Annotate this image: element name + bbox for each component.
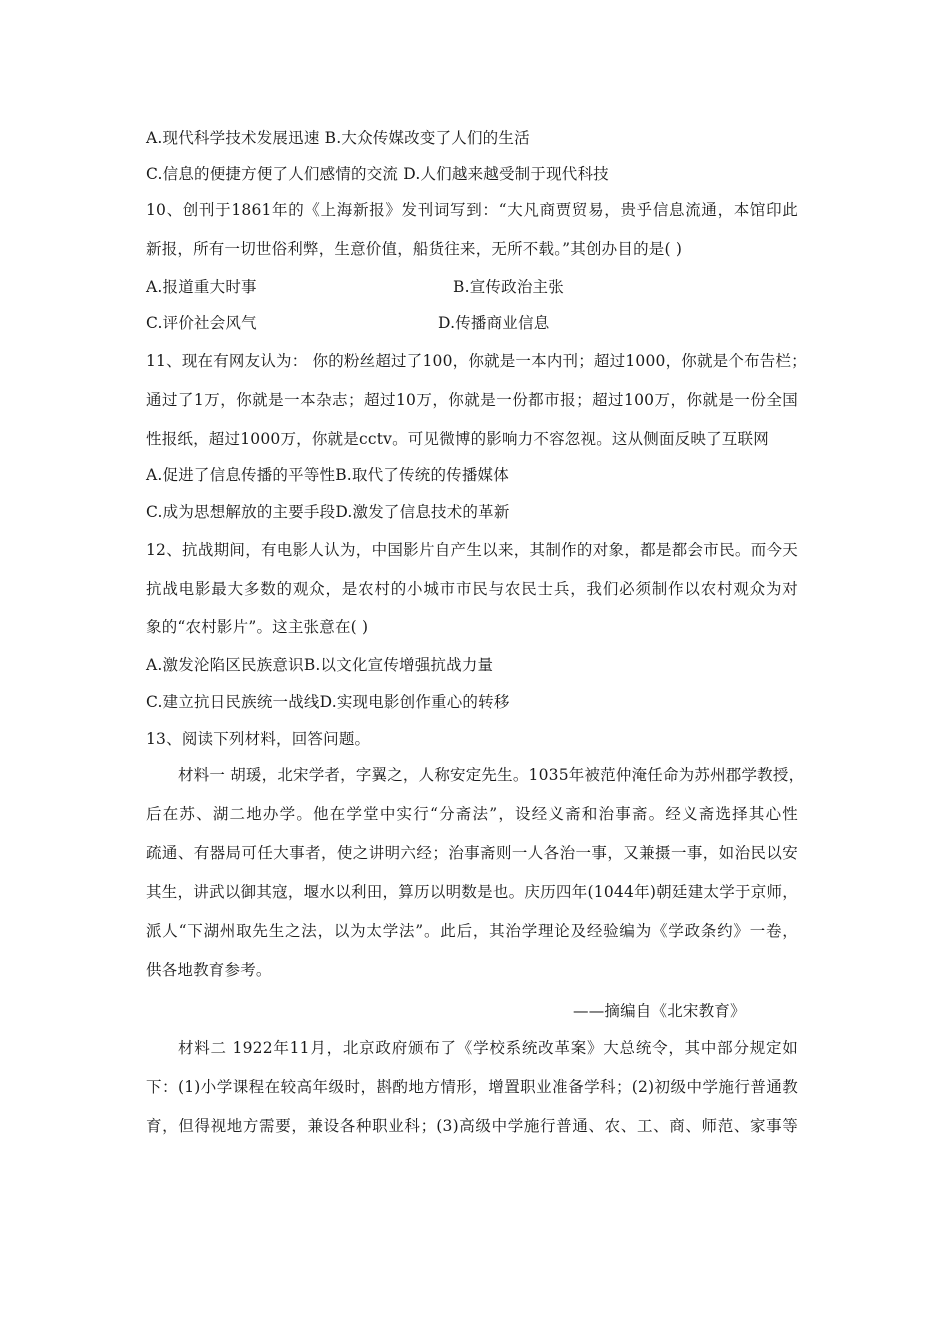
material-one-source: ——摘编自《北宋教育》 <box>573 1002 746 1020</box>
material-two-line-3: 育，但得视地方需要，兼设各种职业科；(3)高级中学施行普通、农、工、商、师范、家事等 <box>146 1117 798 1135</box>
q10-stem-line-2: 新报，所有一切世俗利弊，生意价值，船货往来，无所不载。”其创办目的是( ) <box>146 240 683 258</box>
q12-options-ab: A.激发沦陷区民族意识B.以文化宣传增强抗战力量 <box>146 656 494 674</box>
q10-option-d: D.传播商业信息 <box>438 314 550 332</box>
material-one-line-2: 后在苏、湖二地办学。他在学堂中实行“分斋法”，设经义斋和治事斋。经义斋选择其心性 <box>146 805 798 823</box>
material-one-line-1: 材料一 胡瑗，北宋学者，字翼之，人称安定先生。1035年被范仲淹任命为苏州郡学教授， <box>178 766 805 784</box>
q11-stem-line-2: 通过了1万，你就是一本杂志；超过10万，你就是一份都市报；超过100万，你就是一份全国 <box>146 391 798 409</box>
material-one-line-3: 疏通、有器局可任大事者，使之讲明六经；治事斋则一人各治一事，又兼摄一事，如治民以安 <box>146 844 798 862</box>
q11-stem-line-3: 性报纸，超过1000万，你就是cctv。可见微博的影响力不容忽视。这从侧面反映了互联网 <box>146 430 769 448</box>
q9-options-ab: A.现代科学技术发展迅速 B.大众传媒改变了人们的生活 <box>146 129 530 147</box>
q10-stem-line-1: 10、创刊于1861年的《上海新报》发刊词写到：“大凡商贾贸易，贵乎信息流通，本馆印此 <box>146 201 798 219</box>
q11-options-cd: C.成为思想解放的主要手段D.激发了信息技术的革新 <box>146 503 510 521</box>
q10-option-c: C.评价社会风气 <box>146 314 257 332</box>
q13-heading: 13、阅读下列材料，回答问题。 <box>146 730 371 748</box>
q11-stem-line-1: 11、现在有网友认为： 你的粉丝超过了100，你就是一本内刊；超过1000，你就是个布告栏； <box>146 352 807 370</box>
q12-stem-line-2: 抗战电影最大多数的观众，是农村的小城市市民与农民士兵，我们必须制作以农村观众为对 <box>146 580 798 598</box>
material-one-line-5: 派人“下湖州取先生之法，以为太学法”。此后，其治学理论及经验编为《学政条约》一卷， <box>146 922 798 940</box>
q12-stem-line-3: 象的“农村影片”。这主张意在( ) <box>146 618 369 636</box>
q11-options-ab: A.促进了信息传播的平等性B.取代了传统的传播媒体 <box>146 466 509 484</box>
q10-option-b: B.宣传政治主张 <box>453 278 564 296</box>
material-two-line-1: 材料二 1922年11月，北京政府颁布了《学校系统改革案》大总统令，其中部分规定如 <box>178 1039 798 1057</box>
q10-option-a: A.报道重大时事 <box>146 278 257 296</box>
q9-options-cd: C.信息的便捷方便了人们感情的交流 D.人们越来越受制于现代科技 <box>146 165 609 183</box>
material-two-line-2: 下：(1)小学课程在较高年级时，斟酌地方情形，增置职业准备学科；(2)初级中学施行普通教 <box>146 1078 798 1096</box>
material-one-line-6: 供各地教育参考。 <box>146 961 272 979</box>
q12-options-cd: C.建立抗日民族统一战线D.实现电影创作重心的转移 <box>146 693 510 711</box>
q12-stem-line-1: 12、抗战期间，有电影人认为，中国影片自产生以来，其制作的对象，都是都会市民。而今天 <box>146 541 798 559</box>
material-one-line-4: 其生，讲武以御其寇，堰水以利田，算历以明数是也。庆历四年(1044年)朝廷建太学于京师， <box>146 883 798 901</box>
